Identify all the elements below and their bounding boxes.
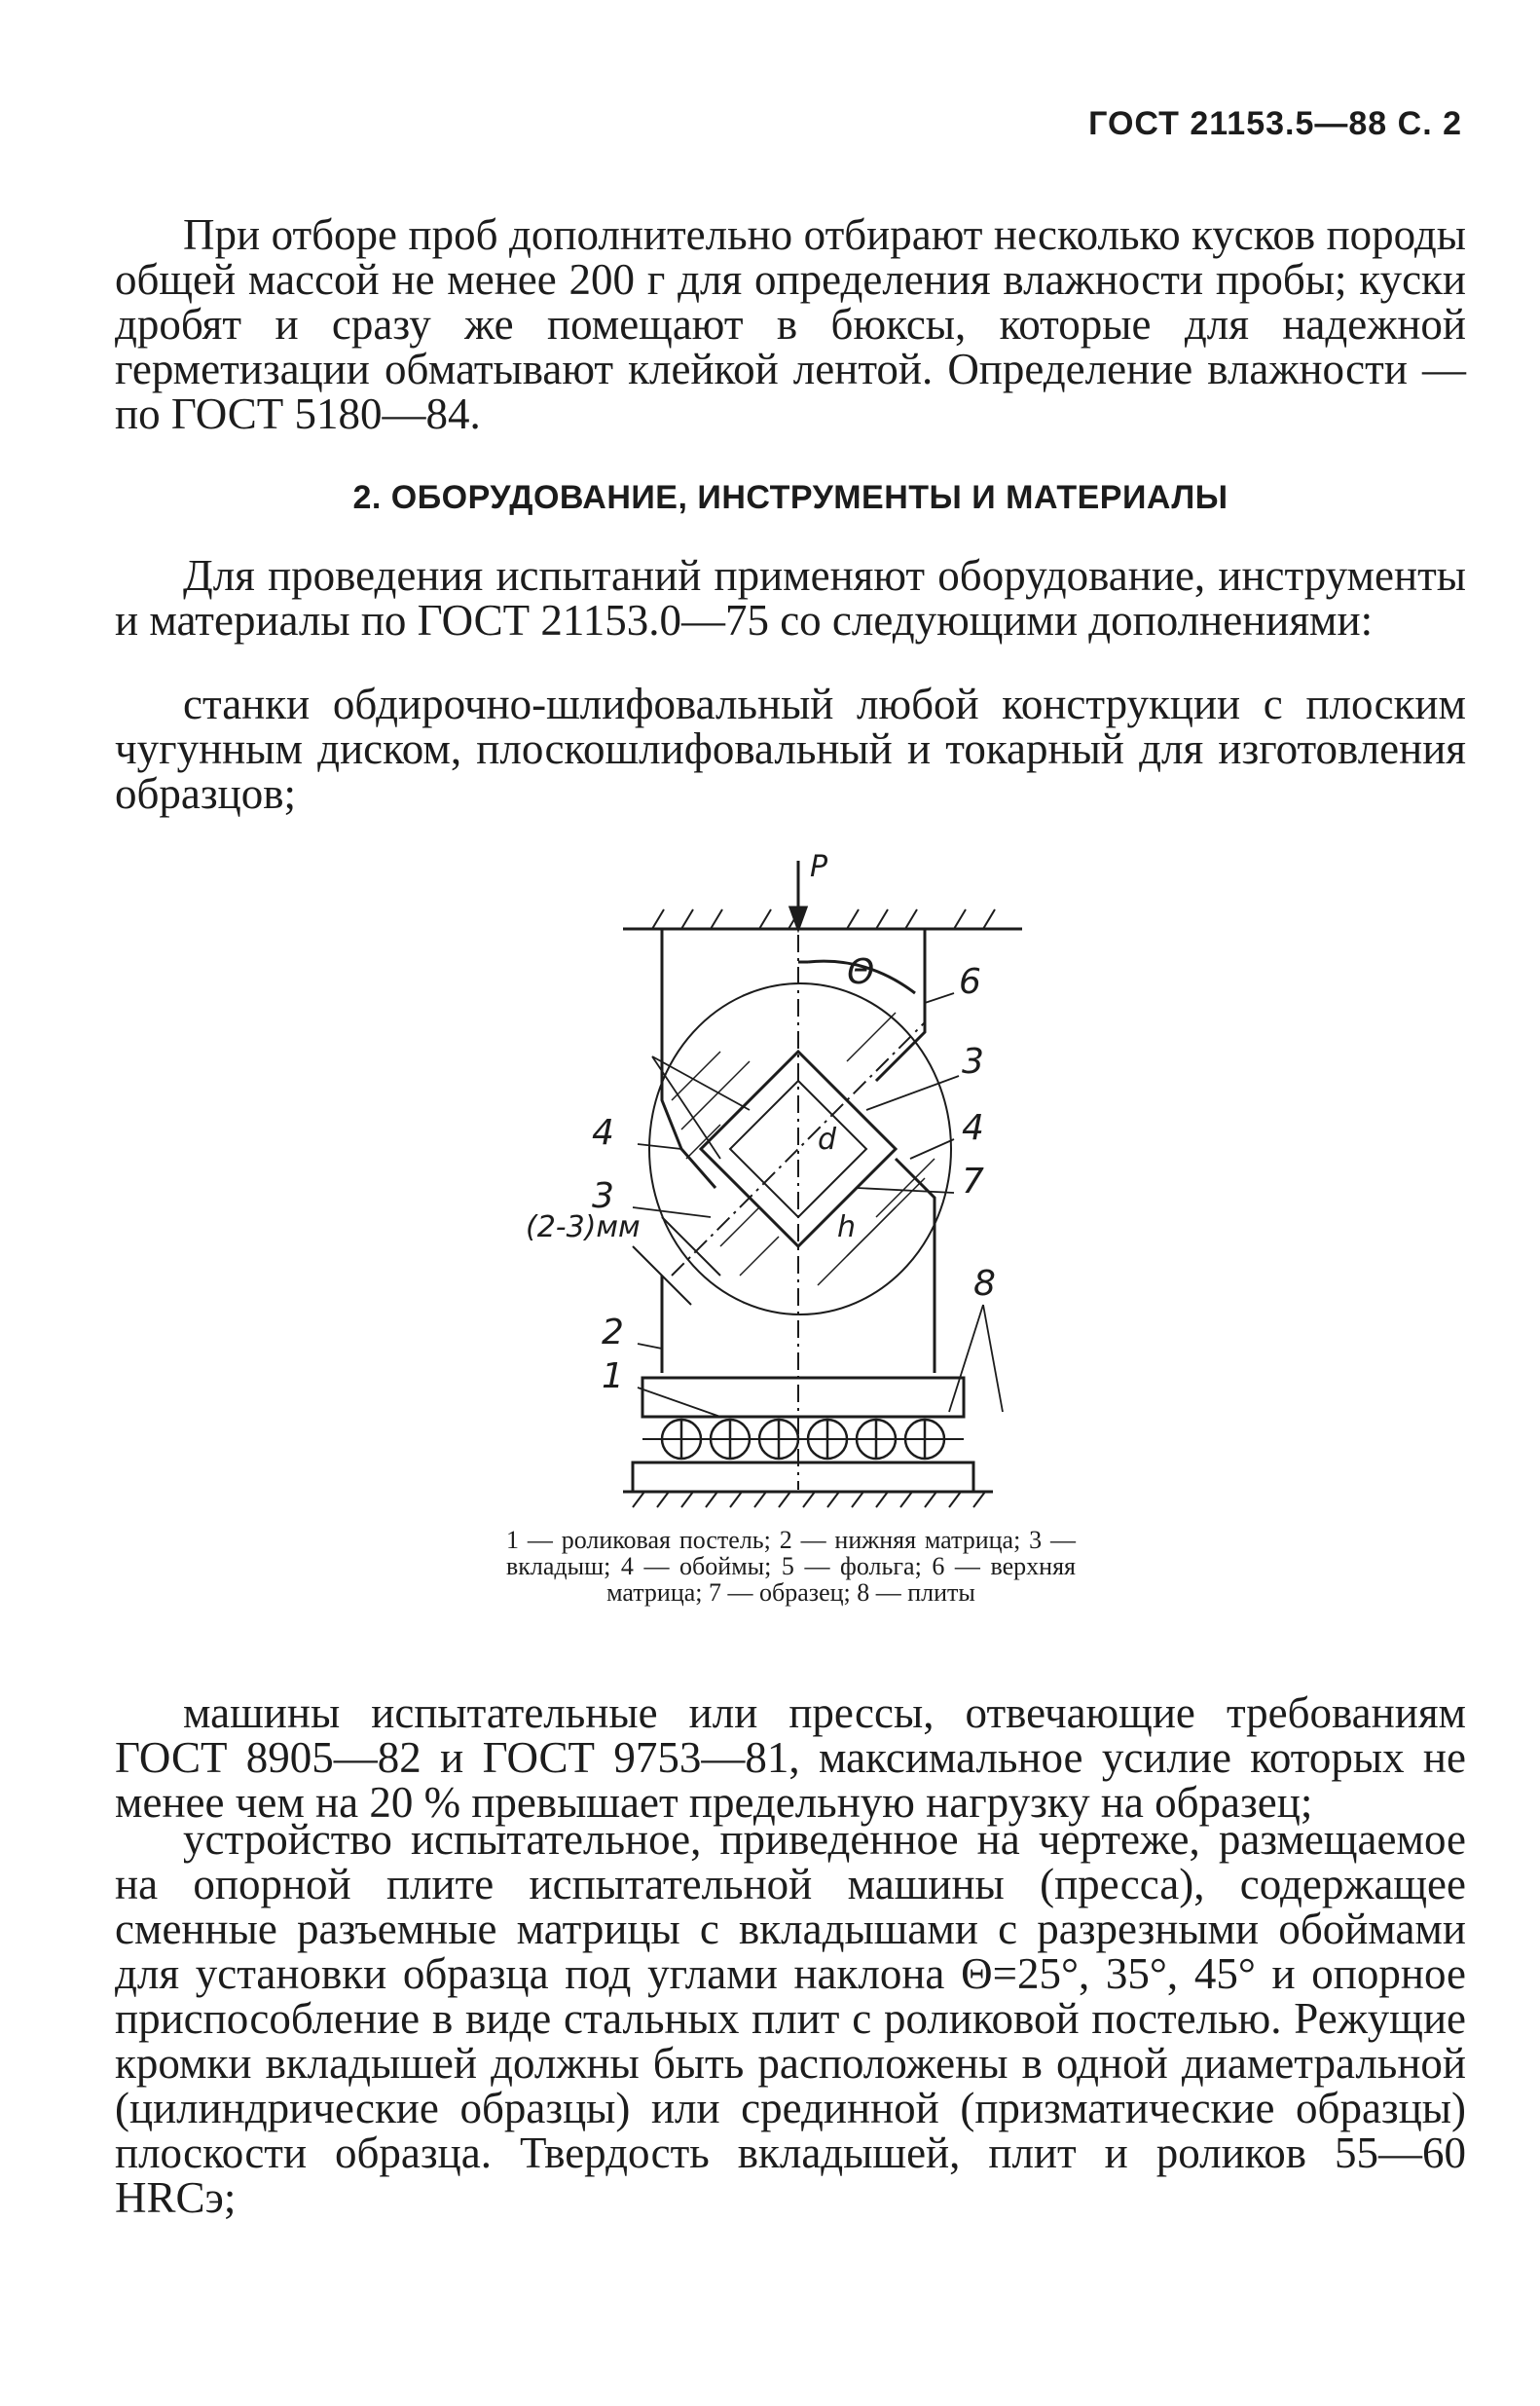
leader-lines: [633, 993, 1003, 1417]
label-7: 7: [962, 1162, 984, 1202]
label-4-left: 4: [592, 1113, 614, 1153]
label-8: 8: [973, 1264, 996, 1304]
upper-matrix-right: [876, 929, 925, 1081]
sample-outline: [649, 983, 951, 1314]
label-1: 1: [602, 1356, 624, 1396]
figure-caption: 1 — роликовая постель; 2 — нижняя матрица; 3 — вкладыш; 4 — обоймы; 5 — фольга; 6 — верхняя матрица; 7 — образец; 8 — плиты: [506, 1526, 1076, 1607]
label-2: 2: [602, 1313, 624, 1352]
label-6: 6: [959, 962, 981, 1002]
paragraph-presses: машины испытательные или прессы, отвечающие требованиям ГОСТ 8905—82 и ГОСТ 9753—81, максимальное усилие которых не менее чем на 20 % превышает предельную нагрузку на образец;: [115, 1688, 1466, 1827]
lower-plate: [633, 1462, 973, 1492]
force-arrowhead: [790, 907, 806, 929]
test-device-drawing: [526, 847, 1071, 1509]
section-heading: 2. ОБОРУДОВАНИЕ, ИНСТРУМЕНТЫ И МАТЕРИАЛЫ: [352, 479, 1228, 516]
label-3-left: 3: [592, 1176, 614, 1216]
paragraph-test-device: устройство испытательное, приведенное на чертеже, размещаемое на опорной плите испытательной машины (пресса), содержащее сменные разъемные матрицы с вкладышами с разрезными обоймами для установки образца под углами наклона Θ=25°, 35°, 45° и опорное приспособление в виде стальных плит с роликовой постелью. Режущие кромки вкладышей должны быть расположены в одной диаметральной (цилиндрические образцы) или срединной (призматические образцы) плоскости образца. Твердость вкладышей, плит и роликов 55—60 HRCэ;: [115, 1815, 1466, 2222]
upper-matrix-left: [662, 929, 715, 1188]
upper-plate: [642, 1378, 964, 1417]
paragraph-sampling: При отборе проб дополнительно отбирают несколько кусков породы общей массой не менее 200 г для определения влажности пробы; куски дробят и сразу же помещают в бюксы, которые для надежной герметизации обматывают клейкой лентой. Определение влажности — по ГОСТ 5180—84.: [115, 210, 1466, 438]
top-hatching: [652, 909, 995, 929]
test-device-svg: [526, 847, 1071, 1509]
page-header: ГОСТ 21153.5—88 С. 2: [1088, 105, 1462, 142]
label-4-right: 4: [962, 1108, 984, 1148]
label-force: P: [810, 850, 828, 884]
paragraph-equipment-intro: Для проведения испытаний применяют оборудование, инструменты и материалы по ГОСТ 21153.0—75 со следующими дополнениями:: [115, 551, 1466, 645]
paragraph-machines: станки обдирочно-шлифовальный любой конструкции с плоским чугунным диском, плоскошлифовальный и токарный для изготовления образцов;: [115, 680, 1466, 818]
label-3-right: 3: [962, 1042, 984, 1082]
label-gap: (2-3)мм: [526, 1210, 641, 1244]
label-angle: Θ: [847, 952, 875, 992]
label-length: h: [837, 1210, 857, 1244]
ground-hatching: [633, 1492, 985, 1507]
label-diameter: d: [818, 1123, 837, 1157]
